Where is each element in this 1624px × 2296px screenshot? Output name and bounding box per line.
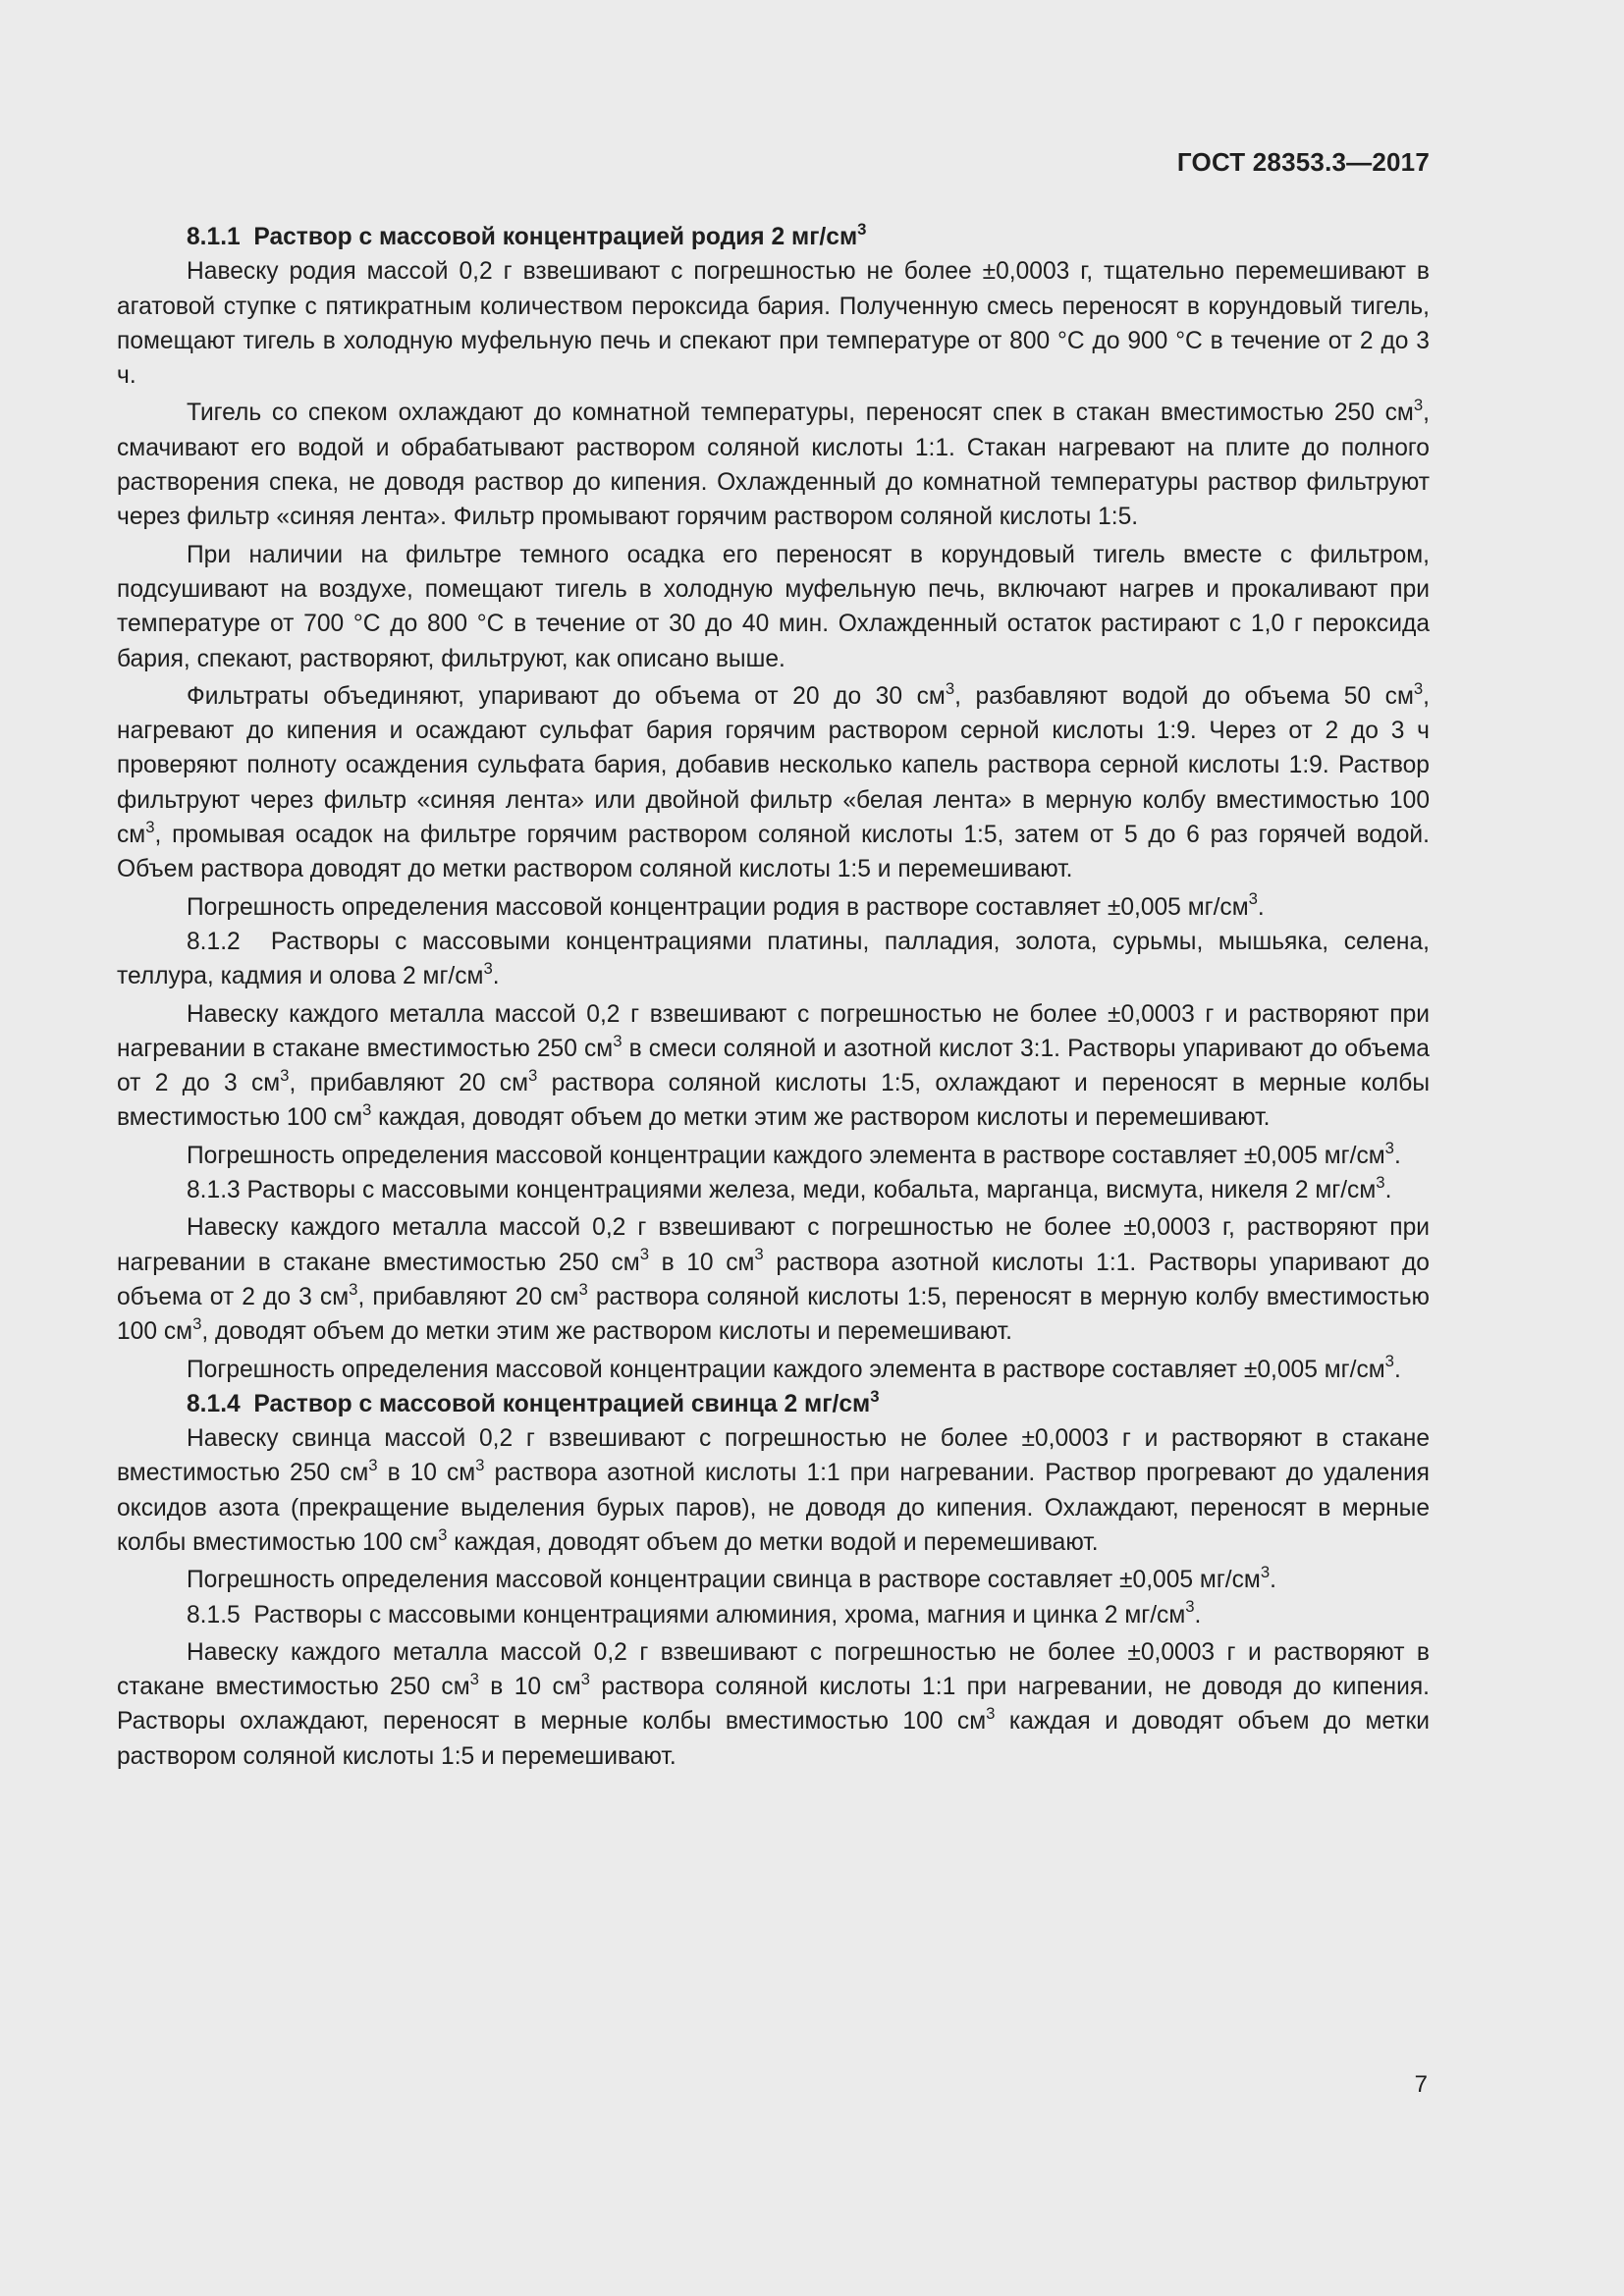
standard-code-header: ГОСТ 28353.3—2017 [1176, 147, 1430, 177]
body-paragraph: Навеску каждого металла массой 0,2 г взвешивают с погрешностью не более ±0,0003 г, растворяют при нагревании в стакане вместимостью 250 $см^3$ в 10 $см^3$ раствора азотной кислоты 1:1. Растворы упаривают до объема от 2 до 3 $см^3$, прибавляют 20 $см^3$ раствора соляной кислоты 1:5, переносят в мерную колбу вместимостью 100 $см^3$, доводят объем до метки этим же раствором кислоты и перемешивают. [117, 1214, 1430, 1346]
body-paragraph: Навеску каждого металла массой 0,2 г взвешивают с погрешностью не более ±0,0003 г и растворяют в стакане вместимостью 250 $см^3$ в 10 $см^3$ раствора соляной кислоты 1:1 при нагревании, не доводя до кипения. Растворы охлаждают, переносят в мерные колбы вместимостью 100 $см^3$ каждая и доводят объем до метки раствором соляной кислоты 1:5 и перемешивают. [117, 1638, 1430, 1770]
document-body [117, 220, 1430, 1774]
body-paragraph: Погрешность определения массовой концентрации свинца в растворе составляет ±0,005 $мг/см^3$. [187, 1563, 1276, 1594]
body-paragraph: 8.1.3 Растворы с массовыми концентрациями железа, меди, кобальта, марганца, висмута, никеля 2 $мг/см^3$. [187, 1172, 1392, 1204]
body-paragraph: 8.1.2 Растворы с массовыми концентрациями платины, палладия, золота, сурьмы, мышьяка, селена, теллура, кадмия и олова 2 $мг/см^3$. [117, 928, 1430, 990]
body-paragraph: При наличии на фильтре темного осадка его переносят в корундовый тигель вместе с фильтром, подсушивают на воздухе, помещают тигель в холодную муфельную печь, включают нагрев и прокаливают при температуре от 700 °С до 800 °С в течение от 30 до 40 мин. Охлажденный остаток растирают с 1,0 г пероксида бария, спекают, растворяют, фильтруют, как описано выше. [117, 541, 1430, 672]
body-paragraph: Навеску каждого металла массой 0,2 г взвешивают с погрешностью не более ±0,0003 г и растворяют при нагревании в стакане вместимостью 250 $см^3$ в смеси соляной и азотной кислот 3:1. Растворы упаривают до объема от 2 до 3 $см^3$, прибавляют 20 $см^3$ раствора соляной кислоты 1:5, охлаждают и переносят в мерные колбы вместимостью 100 $см^3$ каждая, доводят объем до метки этим же раствором кислоты и перемешивают. [117, 1000, 1430, 1132]
body-paragraph: Погрешность определения массовой концентрации каждого элемента в растворе составляет ±0,005 $мг/см^3$. [187, 1352, 1401, 1383]
section-heading: 8.1.4 Раствор с массовой концентрацией свинца 2 $мг/см^3$ [187, 1386, 880, 1417]
body-paragraph: Погрешность определения массовой концентрации родия в растворе составляет ±0,005 $мг/см^3$. [187, 889, 1265, 921]
body-paragraph: Фильтраты объединяют, упаривают до объема от 20 до 30 $см^3$, разбавляют водой до объема 50 $см^3$, нагревают до кипения и осаждают сульфат бария горячим раствором серной кислоты 1:9. Через от 2 до 3 ч проверяют полноту осаждения сульфата бария, добавив несколько капель раствора серной кислоты 1:9. Раствор фильтруют через фильтр «синяя лента» или двойной фильтр «белая лента» в мерную колбу вместимостью 100 $см^3$, промывая осадок на фильтре горячим раствором соляной кислоты 1:5, затем от 5 до 6 раз горячей водой. Объем раствора доводят до метки раствором соляной кислоты 1:5 и перемешивают. [117, 678, 1431, 883]
page-number: 7 [1414, 2071, 1428, 2098]
body-paragraph: Тигель со спеком охлаждают до комнатной температуры, переносят спек в стакан вместимостью 250 $см^3$, смачивают его водой и обрабатывают раствором соляной кислоты 1:1. Стакан нагревают на плите до полного растворения спека, не доводя раствор до кипения. Охлажденный до комнатной температуры раствор фильтруют через фильтр «синяя лента». Фильтр промывают горячим раствором соляной кислоты 1:5. [117, 396, 1430, 531]
section-heading: 8.1.1 Раствор с массовой концентрацией родия 2 $мг/см^3$ [187, 219, 867, 250]
body-paragraph: 8.1.5 Растворы с массовыми концентрациями алюминия, хрома, магния и цинка 2 $мг/см^3$. [187, 1597, 1202, 1629]
body-paragraph: Навеску свинца массой 0,2 г взвешивают с погрешностью не более ±0,0003 г и растворяют в стакане вместимостью 250 $см^3$ в 10 $см^3$ раствора азотной кислоты 1:1 при нагревании. Раствор прогревают до удаления оксидов азота (прекращение выделения бурых паров), не доводя до кипения. Охлаждают, переносят в мерные колбы вместимостью 100 $см^3$ каждая, доводят объем до метки водой и перемешивают. [117, 1425, 1430, 1556]
body-paragraph: Навеску родия массой 0,2 г взвешивают с погрешностью не более ±0,0003 г, тщательно перемешивают в агатовой ступке с пятикратным количеством пероксида бария. Полученную смесь переносят в корундовый тигель, помещают тигель в холодную муфельную печь и спекают при температуре от 800 °С до 900 °С в течение от 2 до 3 ч. [117, 258, 1430, 390]
body-paragraph: Погрешность определения массовой концентрации каждого элемента в растворе составляет ±0,005 $мг/см^3$. [187, 1138, 1401, 1169]
